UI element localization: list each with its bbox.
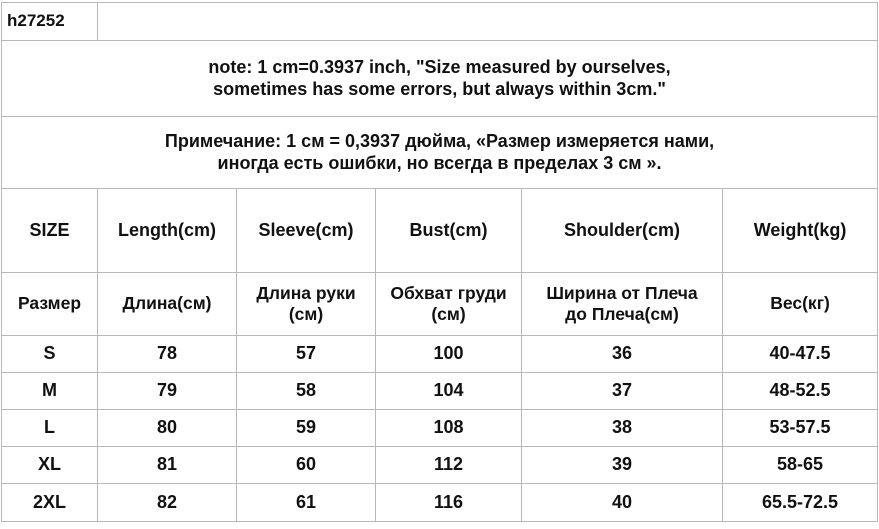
- shoulder-cell: 39: [522, 447, 723, 484]
- header-sleeve-ru-line: (см): [288, 304, 324, 324]
- header-weight: Weight(kg): [723, 189, 878, 273]
- weight-cell: 58-65: [723, 447, 878, 484]
- weight-cell: 53-57.5: [723, 410, 878, 447]
- header-shoulder-ru-line: до Плеча(см): [565, 304, 679, 324]
- length-cell: 78: [98, 336, 237, 373]
- product-code: h27252: [2, 3, 98, 41]
- header-bust: Bust(cm): [376, 189, 522, 273]
- weight-cell: 40-47.5: [723, 336, 878, 373]
- length-cell: 80: [98, 410, 237, 447]
- header-shoulder-ru: [522, 273, 723, 336]
- header-bust-ru-line: Обхват груди: [390, 282, 507, 303]
- bust-cell: 116: [376, 484, 522, 522]
- table-row: [2, 484, 878, 522]
- header-size: SIZE: [2, 189, 98, 273]
- header-row-english: [2, 189, 878, 273]
- weight-cell: 48-52.5: [723, 373, 878, 410]
- size-cell: M: [2, 373, 98, 410]
- note-russian: [2, 117, 878, 189]
- size-chart-table: [1, 2, 878, 522]
- shoulder-cell: 38: [522, 410, 723, 447]
- header-shoulder: Shoulder(cm): [522, 189, 723, 273]
- bust-cell: 100: [376, 336, 522, 373]
- sleeve-cell: 61: [237, 484, 376, 522]
- header-weight-ru-line: Вес(кг): [770, 293, 830, 314]
- shoulder-cell: 37: [522, 373, 723, 410]
- note-en-row: [2, 41, 878, 117]
- header-sleeve: Sleeve(cm): [237, 189, 376, 273]
- note-english-line: note: 1 cm=0.3937 inch, "Size measured by ourselves,: [208, 56, 671, 77]
- header-bust-ru-line: (см): [431, 304, 466, 324]
- length-cell: 82: [98, 484, 237, 522]
- note-english-line: sometimes has some errors, but always within 3cm.": [213, 78, 666, 99]
- empty-cell: [98, 3, 878, 41]
- header-row-russian: [2, 273, 878, 336]
- header-size-ru: [2, 273, 98, 336]
- product-code-row: [2, 3, 878, 41]
- size-cell: XL: [2, 447, 98, 484]
- bust-cell: 104: [376, 373, 522, 410]
- header-length: Length(cm): [98, 189, 237, 273]
- note-english: [2, 41, 878, 117]
- sleeve-cell: 60: [237, 447, 376, 484]
- header-weight-ru: [723, 273, 878, 336]
- header-size-ru-line: Размер: [17, 293, 82, 314]
- header-sleeve-ru: [237, 273, 376, 336]
- weight-cell: 65.5-72.5: [723, 484, 878, 522]
- size-cell: 2XL: [2, 484, 98, 522]
- header-bust-ru: [376, 273, 522, 336]
- table-row: [2, 373, 878, 410]
- sleeve-cell: 57: [237, 336, 376, 373]
- note-russian-line: Примечание: 1 см = 0,3937 дюйма, «Размер измеряется нами,: [164, 130, 715, 151]
- table-row: [2, 410, 878, 447]
- size-cell: L: [2, 410, 98, 447]
- note-russian-line: иногда есть ошибки, но всегда в пределах 3 см ».: [217, 152, 662, 173]
- header-length-ru-line: Длина(см): [122, 293, 212, 314]
- table-row: [2, 447, 878, 484]
- bust-cell: 112: [376, 447, 522, 484]
- shoulder-cell: 36: [522, 336, 723, 373]
- shoulder-cell: 40: [522, 484, 723, 522]
- length-cell: 81: [98, 447, 237, 484]
- header-sleeve-ru-line: Длина руки: [256, 282, 356, 303]
- size-cell: S: [2, 336, 98, 373]
- table-row: [2, 336, 878, 373]
- note-ru-row: [2, 117, 878, 189]
- header-shoulder-ru-line: Ширина от Плеча: [546, 282, 698, 303]
- sleeve-cell: 59: [237, 410, 376, 447]
- header-length-ru: [98, 273, 237, 336]
- sleeve-cell: 58: [237, 373, 376, 410]
- bust-cell: 108: [376, 410, 522, 447]
- length-cell: 79: [98, 373, 237, 410]
